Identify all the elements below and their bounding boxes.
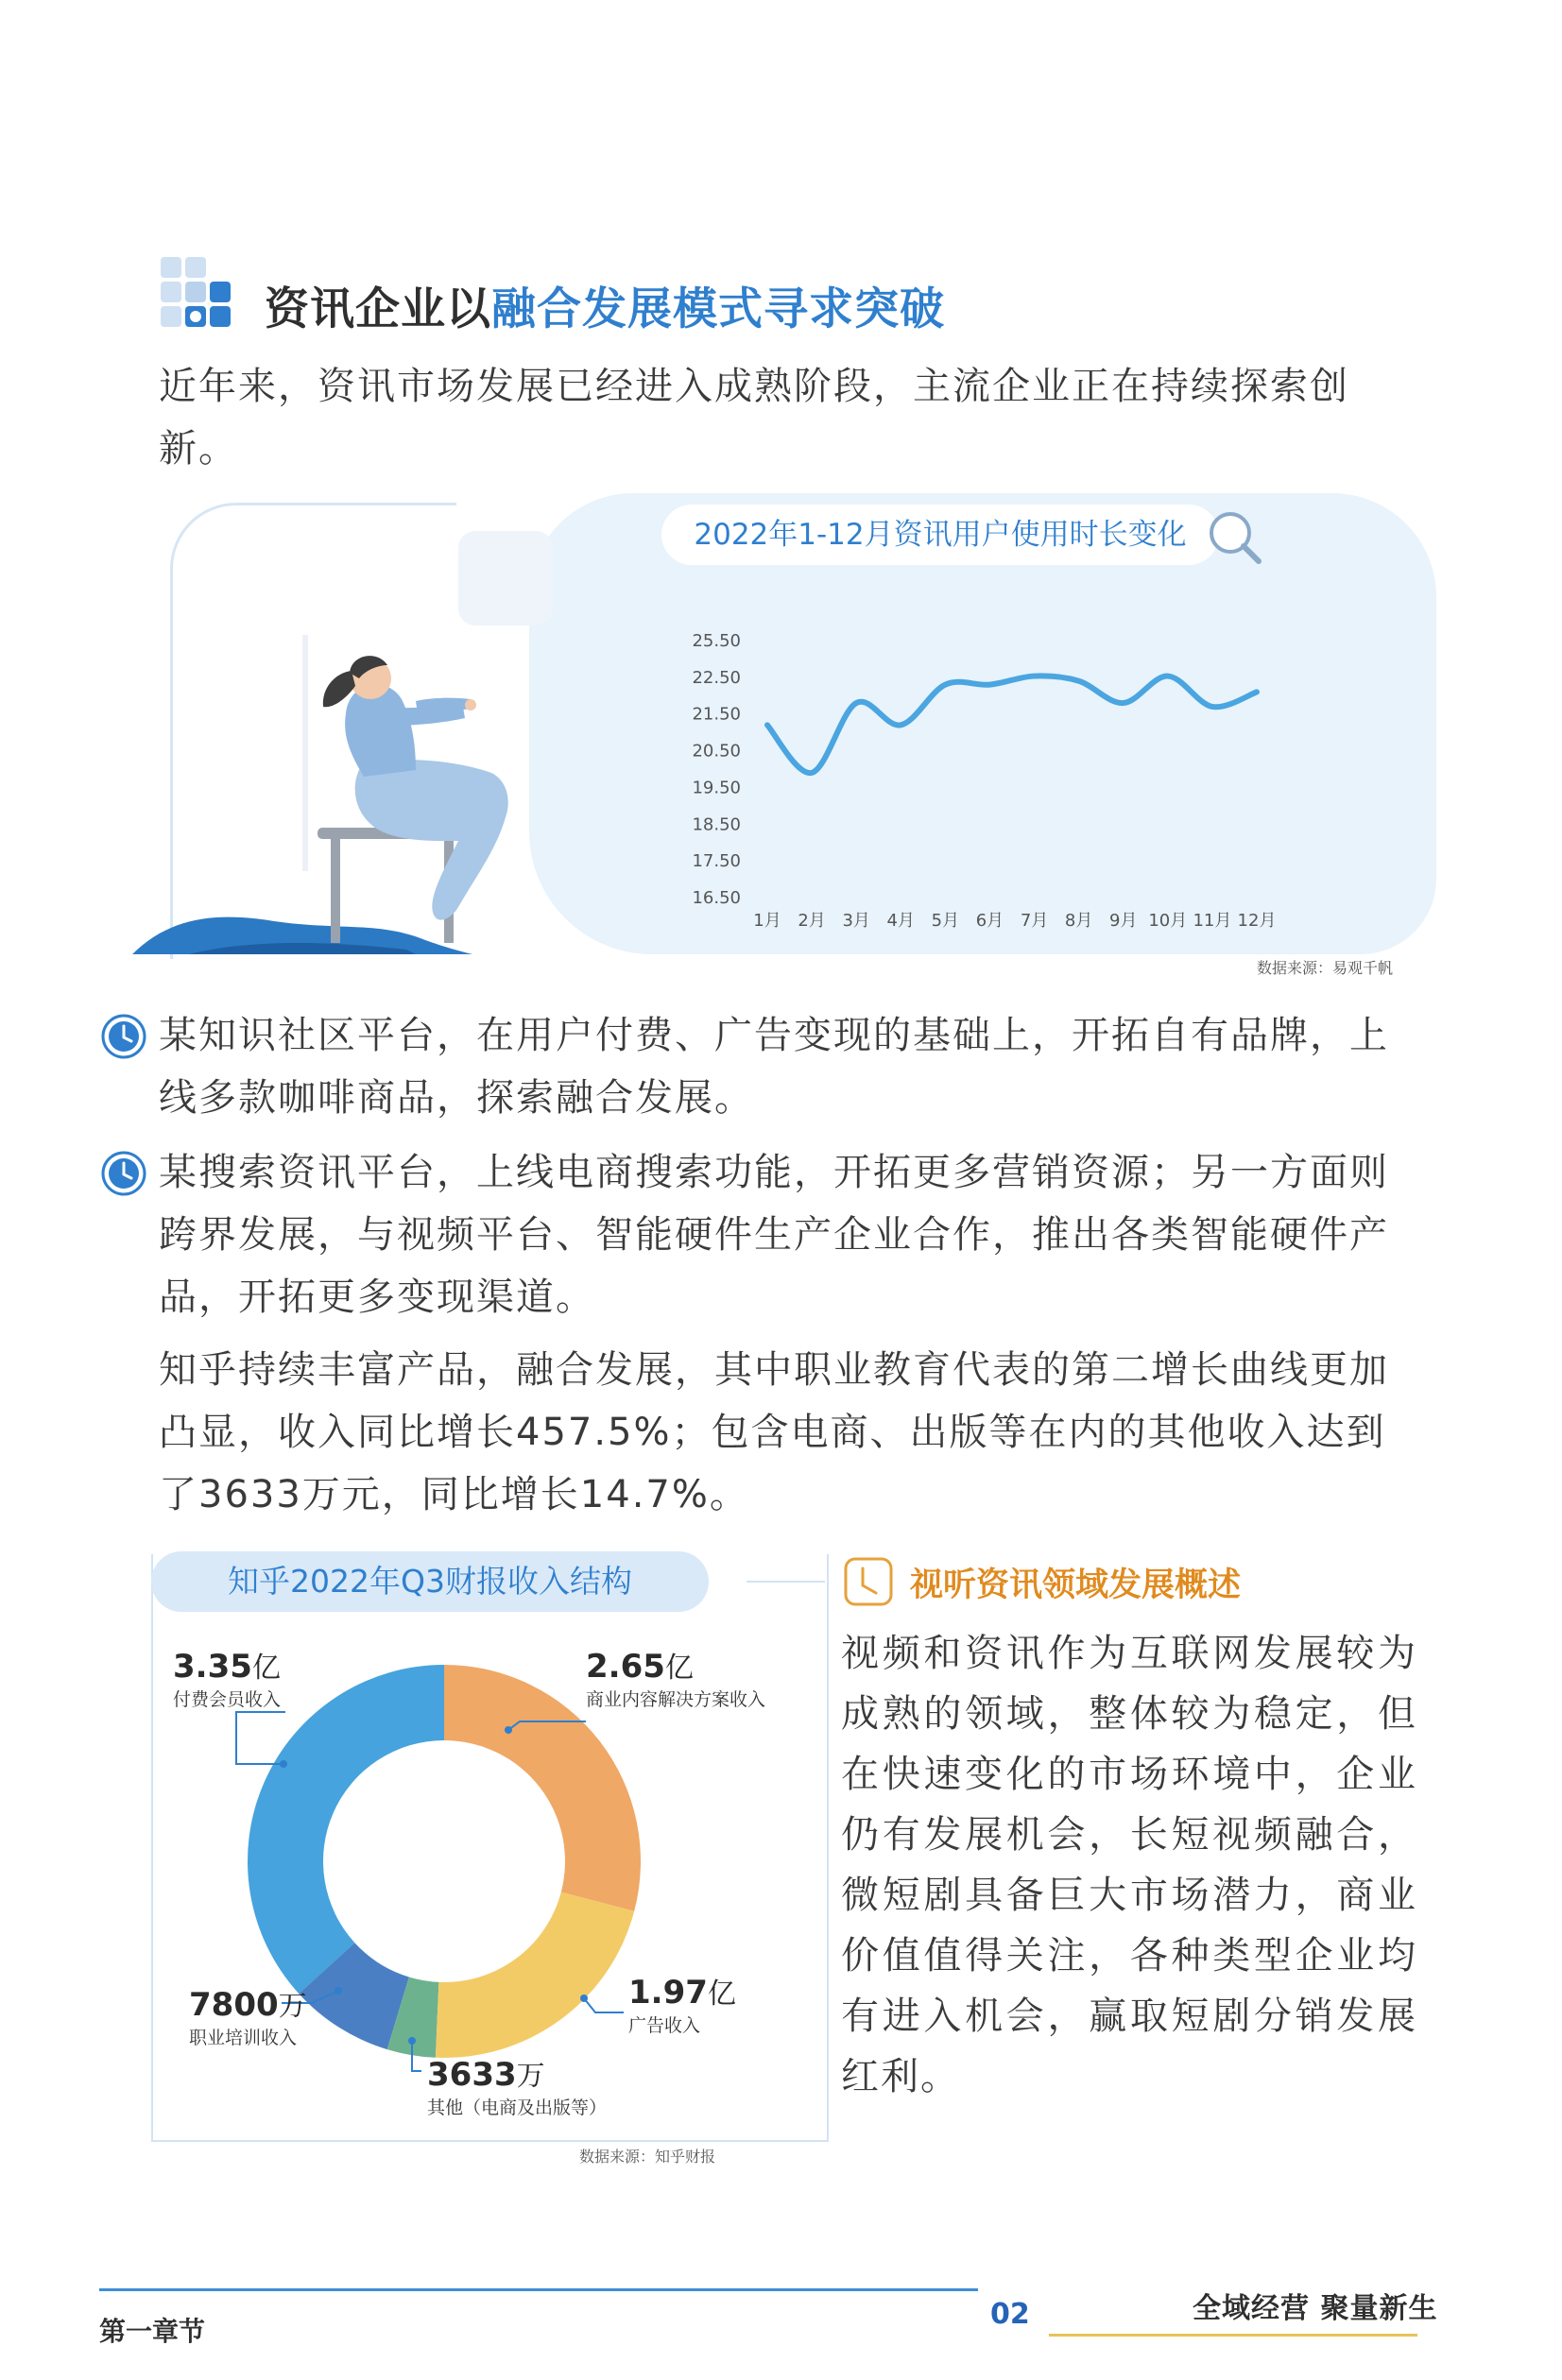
- label-name: 其他（电商及出版等）: [427, 2097, 608, 2118]
- x-tick-label: 8月: [1064, 911, 1093, 931]
- footer-slogan: 全域经营 聚量新生: [1193, 2292, 1438, 2325]
- x-tick-label: 4月: [886, 911, 915, 931]
- x-tick-label: 6月: [975, 911, 1004, 931]
- label-value: 1.97亿: [628, 1974, 736, 2012]
- section-title-highlight: 融合发展模式寻求突破: [491, 283, 945, 335]
- x-tick-label: 10月: [1148, 911, 1188, 931]
- zhihu-paragraph: 知乎持续丰富产品，融合发展，其中职业教育代表的第二增长曲线更加凸显，收入同比增长457.5%；包含电商、出版等在内的其他收入达到了3633万元，同比增长14.7%。: [159, 1348, 1389, 1516]
- x-tick-label: 9月: [1109, 911, 1138, 931]
- x-tick-label: 11月: [1193, 911, 1232, 931]
- y-tick-label: 22.50: [692, 667, 741, 688]
- line-chart-source: 数据来源：易观千帆: [1257, 959, 1394, 977]
- label-training-income: [189, 1982, 307, 2049]
- line-chart-title: 2022年1-12月资讯用户使用时长变化: [694, 518, 1187, 552]
- label-ad-income: [628, 1970, 736, 2037]
- y-tick-label: 20.50: [692, 741, 741, 762]
- right-column-body: 视频和资讯作为互联网发展较为成熟的领域，整体较为稳定，但在快速变化的市场环境中，企业仍有发展机会，长短视频融合，微短剧具备巨大市场潜力，商业价值值得关注，各种类型企业均有进入机会，赢取短剧分销发展红利。: [841, 1632, 1417, 2098]
- woman-illustration: [132, 567, 567, 954]
- intro-paragraph: 近年来，资讯市场发展已经进入成熟阶段，主流企业正在持续探索创新。: [159, 365, 1349, 471]
- donut-slice: [436, 1892, 634, 2058]
- bullet-item-2: 某搜索资讯平台，上线电商搜索功能，开拓更多营销资源；另一方面则跨界发展，与视频平台、智能硬件生产企业合作，推出各类智能硬件产品，开拓更多变现渠道。: [159, 1151, 1389, 1319]
- x-tick-label: 1月: [753, 911, 781, 931]
- divider: [747, 1581, 825, 1583]
- x-tick-label: 5月: [931, 911, 960, 931]
- label-value: 7800万: [189, 1986, 307, 2024]
- line-chart: [661, 624, 1323, 940]
- label-name: 商业内容解决方案收入: [586, 1689, 766, 1710]
- label-value: 2.65亿: [586, 1648, 694, 1686]
- right-column-title: 视听资讯领域发展概述: [910, 1567, 1242, 1604]
- y-tick-label: 21.50: [692, 704, 741, 725]
- y-tick-label: 16.50: [692, 888, 741, 908]
- footer-chapter: 第一章节: [99, 2316, 206, 2347]
- section-blocks-icon: [161, 257, 232, 333]
- label-name: 广告收入: [628, 2015, 701, 2036]
- clock-icon: [100, 1150, 147, 1197]
- label-other-income: [427, 2052, 607, 2119]
- donut-chart-title: 知乎2022年Q3财报收入结构: [228, 1563, 632, 1600]
- label-name: 职业培训收入: [189, 2028, 298, 2048]
- clock-icon: [100, 1013, 147, 1060]
- x-tick-label: 2月: [798, 911, 826, 931]
- bullet-item-1: 某知识社区平台，在用户付费、广告变现的基础上，开拓自有品牌，上线多款咖啡商品，探索融合发展。: [159, 1014, 1389, 1120]
- donut-slice: [248, 1665, 444, 1994]
- section-title: [265, 274, 945, 337]
- page-number: 02: [990, 2298, 1030, 2331]
- magnifier-icon: [1204, 505, 1270, 571]
- label-value: 3.35亿: [173, 1648, 281, 1686]
- label-member-income: [173, 1644, 281, 1711]
- y-tick-label: 25.50: [692, 631, 741, 651]
- label-content-solution-income: [586, 1644, 765, 1711]
- y-tick-label: 19.50: [692, 778, 741, 798]
- section-title-plain: 资讯企业以: [265, 283, 491, 335]
- y-tick-label: 18.50: [692, 814, 741, 835]
- y-tick-label: 17.50: [692, 851, 741, 872]
- footer-divider-blue: [99, 2288, 978, 2291]
- x-tick-label: 3月: [842, 911, 870, 931]
- label-value: 3633万: [427, 2056, 545, 2094]
- x-tick-label: 7月: [1020, 911, 1049, 931]
- x-tick-label: 12月: [1237, 911, 1277, 931]
- donut-chart-source: 数据来源：知乎财报: [579, 2148, 716, 2166]
- label-name: 付费会员收入: [173, 1689, 282, 1710]
- footer-divider-gold: [1049, 2334, 1417, 2337]
- usage-series-line: [767, 676, 1257, 773]
- clock-square-icon: [844, 1557, 893, 1606]
